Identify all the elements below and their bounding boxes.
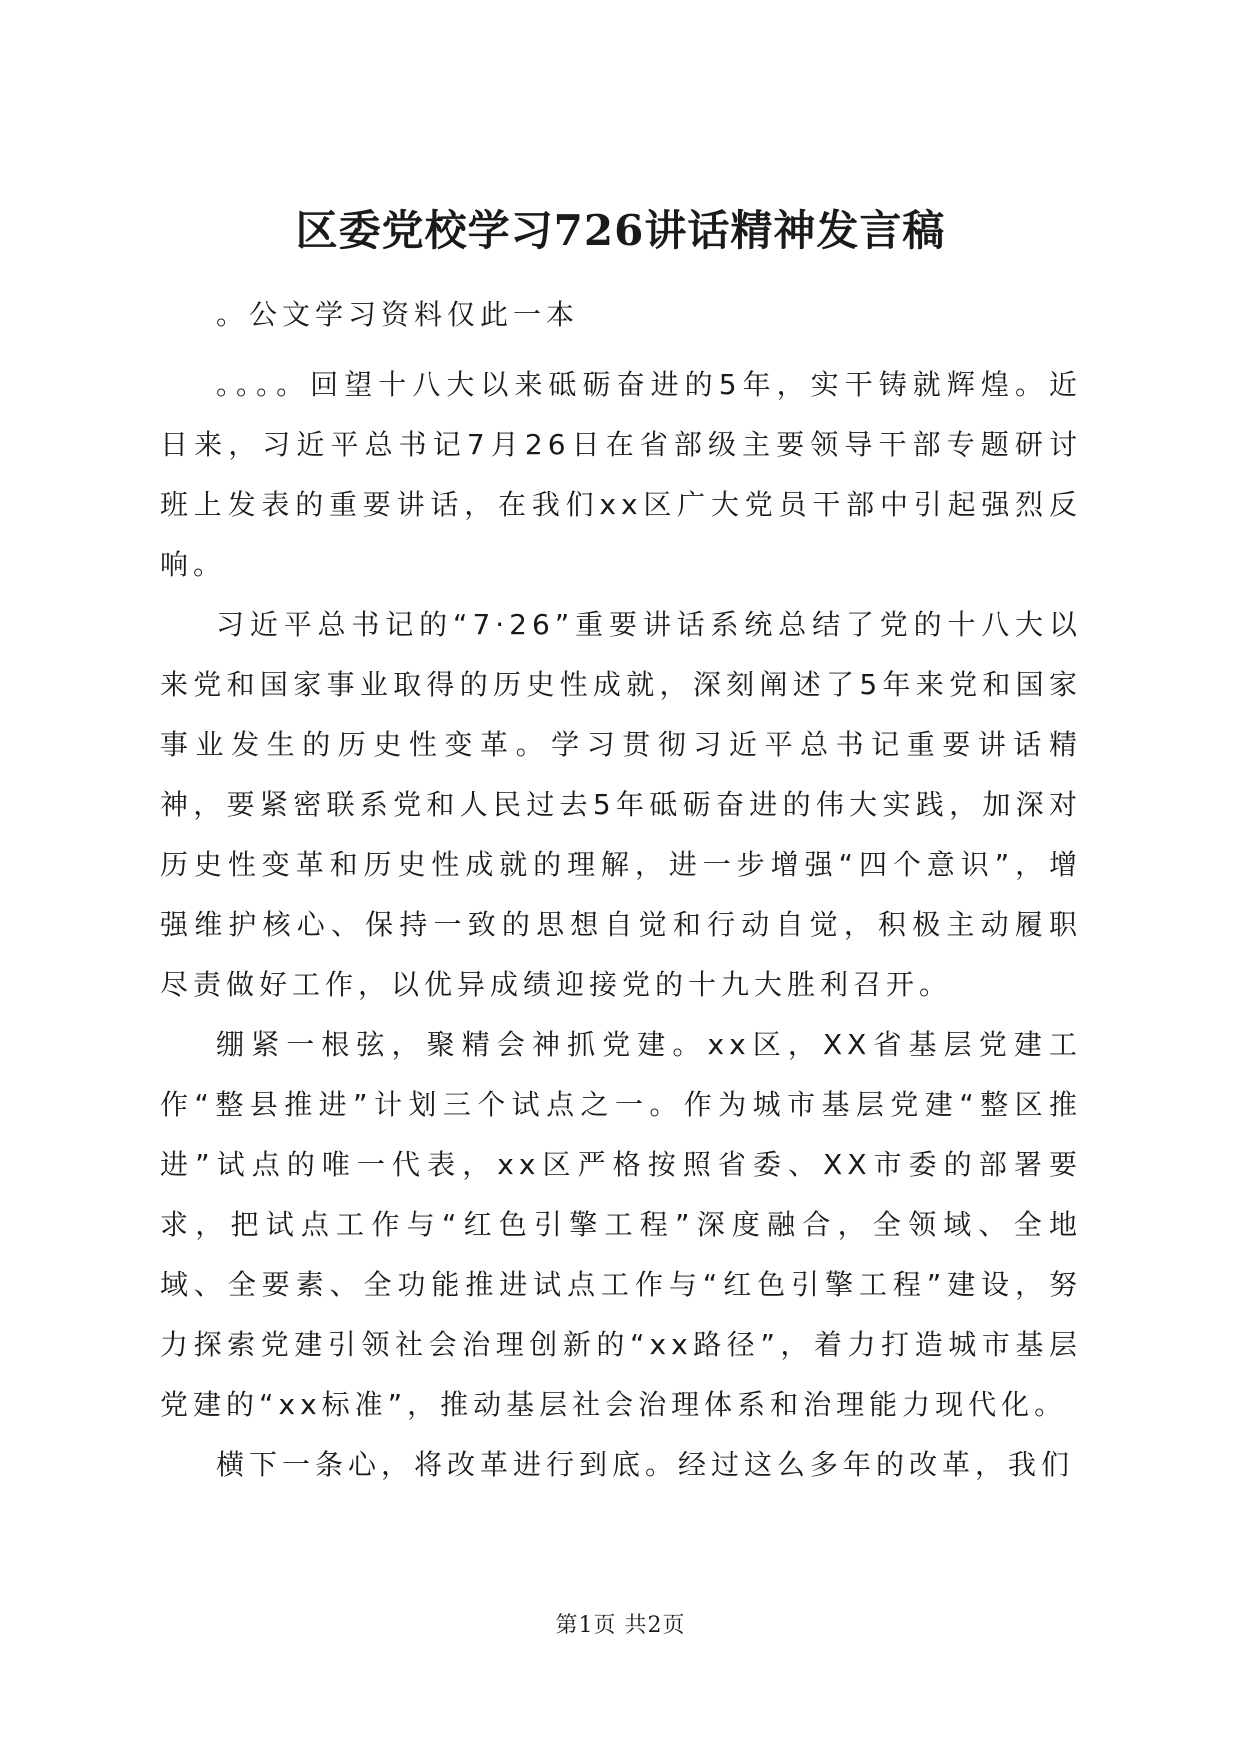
paragraph-4: 横下一条心，将改革进行到底。经过这么多年的改革，我们 (216, 1448, 1075, 1481)
document-title: 区委党校学习726讲话精神发言稿 (295, 206, 946, 255)
paragraph-note: 。公文学习资料仅此一本 (216, 298, 580, 331)
paragraph-3: 绷紧一根弦，聚精会神抓党建。xx区，XX省基层党建工作“整县推进”计划三个试点之一。作为城市基层党建“整区推进”试点的唯一代表，xx区严格按照省委、XX市委的部署要求，把试点工作与“红色引擎工程”深度融合，全领域、全地域、全要素、全功能推进试点工作与“红色引擎工程”建设，努力探索党建引领社会治理创新的“xx路径”，着力打造城市基层党建的“xx标准”，推动基层社会治理体系和治理能力现代化。 (160, 1028, 1082, 1421)
page-footer: 第1页 共2页 (555, 1613, 686, 1638)
document-body (160, 285, 1082, 1495)
paragraph-1: 。。。。回望十八大以来砥砺奋进的5年，实干铸就辉煌。近日来，习近平总书记7月26日在省部级主要领导干部专题研讨班上发表的重要讲话，在我们xx区广大党员干部中引起强烈反响。 (160, 368, 1082, 581)
paragraph-2: 习近平总书记的“7·26”重要讲话系统总结了党的十八大以来党和国家事业取得的历史性成就，深刻阐述了5年来党和国家事业发生的历史性变革。学习贯彻习近平总书记重要讲话精神，要紧密联系党和人民过去5年砥砺奋进的伟大实践，加深对历史性变革和历史性成就的理解，进一步增强“四个意识”，增强维护核心、保持一致的思想自觉和行动自觉，积极主动履职尽责做好工作，以优异成绩迎接党的十九大胜利召开。 (160, 608, 1082, 1001)
